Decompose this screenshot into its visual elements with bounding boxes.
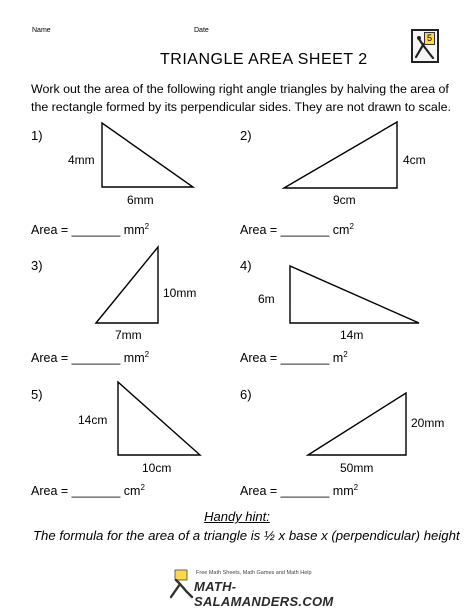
triangle-5 — [118, 382, 200, 455]
problem-5-answer: Area = _______ $cm^2$ — [31, 483, 145, 498]
problem-6-answer: Area = _______ $mm^2$ — [240, 483, 359, 498]
triangle-3 — [96, 247, 158, 323]
page-title: TRIANGLE AREA SHEET 2 — [160, 51, 368, 68]
triangle-1 — [102, 123, 193, 187]
problem-6-base: 50mm — [340, 461, 374, 475]
problem-1-base: 6mm — [127, 193, 154, 207]
date-label: Date — [194, 27, 209, 34]
problem-4-number: 4) — [240, 258, 252, 273]
problem-3-base: 7mm — [115, 328, 142, 342]
triangle-4 — [290, 266, 419, 323]
problem-1-number: 1) — [31, 128, 43, 143]
name-label: Name — [32, 27, 51, 34]
salamander-footer-icon — [168, 569, 196, 599]
problem-3-number: 3) — [31, 258, 43, 273]
problem-1-answer: Area = _______ $mm^2$ — [31, 222, 150, 237]
problem-2-base: 9cm — [333, 193, 356, 207]
problem-4-base: 14m — [340, 328, 364, 342]
problem-4-height: 6m — [258, 292, 275, 306]
problem-5-number: 5) — [31, 387, 43, 402]
problem-1-height: 4mm — [68, 153, 95, 167]
problem-6-number: 6) — [240, 387, 252, 402]
hint-heading: Handy hint: — [204, 509, 270, 524]
instructions-text: Work out the area of the following right angle triangles by halving the area of the rectangle formed by its perpendicular sides. They are not drawn to scale. — [31, 82, 451, 114]
footer-logo — [168, 569, 358, 609]
problem-2-answer: Area = _______ $cm^2$ — [240, 222, 354, 237]
problem-3-answer: Area = _______ $mm^2$ — [31, 350, 150, 365]
problem-2-height: 4cm — [403, 153, 426, 167]
problem-5-base: 10cm — [142, 461, 172, 475]
problem-6-height: 20mm — [411, 416, 445, 430]
triangle-6 — [308, 393, 406, 455]
problem-5-height: 14cm — [78, 413, 108, 427]
triangle-2 — [284, 122, 397, 188]
problem-4-answer: Area = _______ $m^2$ — [240, 350, 348, 365]
footer-tagline: Free Math Sheets, Math Games and Math Help — [196, 570, 312, 576]
footer-logo-text: MATH-SALAMANDERS.COM — [194, 579, 334, 609]
area-formula: The formula for the area of a triangle is ½ x base x (perpendicular) height — [33, 528, 460, 543]
problem-3-height: 10mm — [163, 286, 197, 300]
problem-2-number: 2) — [240, 128, 252, 143]
grade-badge: 5 — [424, 32, 435, 45]
